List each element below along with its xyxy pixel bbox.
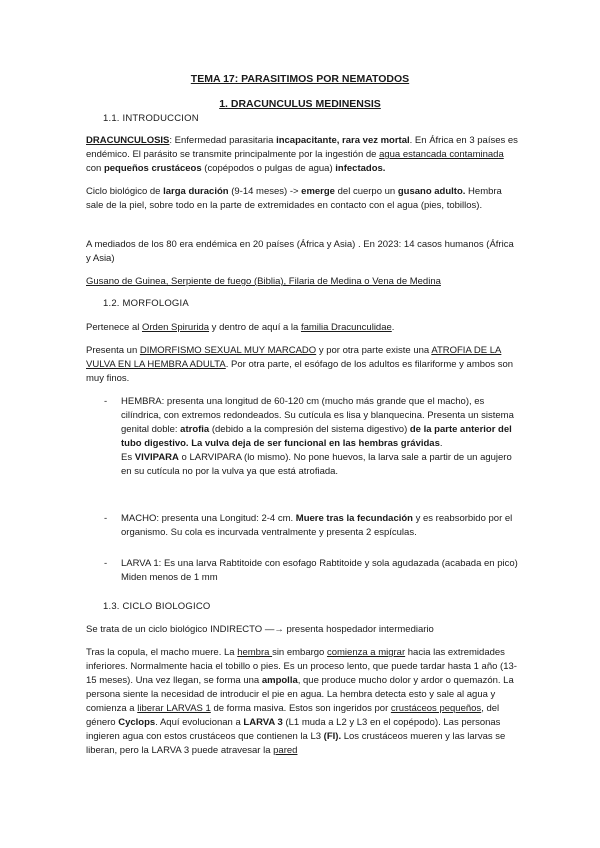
text-span: y es reabsorbido por el organismo. Su cola es incurvada ventralmente y presenta 2 espículas. xyxy=(121,513,513,538)
morf-paragraph-2 xyxy=(86,344,518,386)
text-span: del cuerpo un xyxy=(334,186,398,197)
text-span: (L1 muda a L2 y L3 en el copépodo). Las personas ingieren agua con estos crustáceos que contienen la L3 xyxy=(86,717,501,742)
text-span: Ciclo biológico de xyxy=(86,186,164,197)
subsection-morfologia: 1.2. MORFOLOGIA xyxy=(103,298,189,309)
text-span: Presenta un xyxy=(86,345,140,356)
list-item-macho xyxy=(104,512,524,540)
text-span: . En África en 3 países es endémico. El parásito se transmite principalmente por la ingestión de xyxy=(86,135,518,160)
list-item-text: LARVA 1: Es una larva Rabtitoide con esofago Rabtitoide y sola agudazada (acabada en pico) Miden menos de 1 mm xyxy=(121,558,518,583)
text-span: . Por otra parte, el esófago de los adultos es filariforme y ambos son muy finos. xyxy=(86,359,514,384)
bold-span: VIVIPARA xyxy=(134,452,179,463)
term-dracunculosis: DRACUNCULOSIS xyxy=(86,135,170,146)
text-span: (debido a la compresión del sistema digestivo) xyxy=(209,424,410,435)
list-item-text xyxy=(121,395,524,479)
bold-span: atrofia xyxy=(180,424,210,435)
bold-span: de la parte anterior del tubo digestivo. La vulva deja de ser funcional en las hembras grávidas xyxy=(121,424,512,449)
text-span: y por otra parte existe una xyxy=(316,345,432,356)
list-item-larva xyxy=(104,557,524,585)
text-span: . xyxy=(439,438,443,449)
text-span: con xyxy=(86,163,104,174)
text-span: de forma masiva. Estos son ingeridos por xyxy=(210,703,391,714)
bold-span: Cyclops xyxy=(118,717,156,728)
underlined-span: comienza a migrar xyxy=(326,647,406,658)
subsection-ciclo-biologico: 1.3. CICLO BIOLOGICO xyxy=(103,601,211,612)
text-span: hacia las extremidades inferiores. Normalmente hacia el tobillo o pies. Es un proceso lento, que puede tardar hasta 1 año (13-15 meses). Una vez llegan, se forma una xyxy=(86,647,517,686)
ciclo-paragraph-2 xyxy=(86,646,518,758)
subsection-introduccion: 1.1. INTRODUCCION xyxy=(103,113,199,124)
underlined-span: DIMORFISMO SEXUAL MUY MARCADO xyxy=(139,345,317,356)
text-span: , que produce mucho dolor y ardor o quemazón. La persona siente la necesidad de introducir el pie en agua. La hembra detecta esto y sale al agua y comienza a xyxy=(86,675,514,714)
list-dash: - xyxy=(104,396,108,407)
intro-paragraph-2 xyxy=(86,185,518,213)
text-span: Tras la copula, el macho muere. La xyxy=(86,647,238,658)
document-title: TEMA 17: PARASITIMOS POR NEMATODOS xyxy=(190,73,410,85)
text-span: HEMBRA: presenta una longitud de 60-120 cm (mucho más grande que el macho), es cilíndrica, con extremos redondeados. Su cutícula es lisa y blanquecina. Presenta un sistema genital doble: xyxy=(121,396,514,435)
text-span: , del género xyxy=(86,703,500,728)
bold-span: Muere tras la fecundación xyxy=(295,513,413,524)
list-item-text xyxy=(121,512,524,540)
underlined-span: liberar LARVAS 1 xyxy=(137,703,211,714)
text-span: (9-14 meses) -> xyxy=(228,186,302,197)
text-span: y dentro de aquí a la xyxy=(209,322,301,333)
underlined-span: Orden Spirurida xyxy=(141,322,210,333)
list-dash: - xyxy=(104,513,108,524)
bold-span: larga duración xyxy=(163,186,229,197)
intro-paragraph-names: Gusano de Guinea, Serpiente de fuego (Biblia), Filaria de Medina o Vena de Medina xyxy=(86,276,441,287)
bold-span: (FI). xyxy=(323,731,342,742)
underlined-span: pared xyxy=(273,745,298,756)
text-span: . Aquí evolucionan a xyxy=(155,717,244,728)
text-span: sin embargo xyxy=(272,647,327,658)
bold-span: incapacitante, rara vez mortal xyxy=(276,135,410,146)
bold-span: LARVA 3 xyxy=(243,717,283,728)
underlined-span: familia Dracunculidae xyxy=(300,322,392,333)
bold-span: pequeños crustáceos xyxy=(103,163,202,174)
text-span: (copépodos o pulgas de agua) xyxy=(201,163,336,174)
underlined-span: ATROFIA DE LA VULVA EN LA HEMBRA ADULTA xyxy=(86,345,502,370)
underlined-span: hembra xyxy=(237,647,273,658)
text-span: . xyxy=(391,322,395,333)
underlined-span: crustáceos pequeños xyxy=(390,703,482,714)
bold-span: gusano adulto. xyxy=(397,186,466,197)
underlined-span: agua estancada contaminada xyxy=(379,149,504,160)
morf-paragraph-1 xyxy=(86,321,518,335)
text-span: Es xyxy=(121,452,135,463)
bold-span: ampolla xyxy=(261,675,298,686)
list-dash: - xyxy=(104,558,108,569)
intro-paragraph-1 xyxy=(86,134,518,176)
bold-span: emerge xyxy=(301,186,335,197)
text-span: o LARVIPARA (lo mismo). No pone huevos, la larva sale a partir de un agujero en su cutícula no por la vulva ya que está atrofiada. xyxy=(121,452,512,477)
text-span: MACHO: presenta una Longitud: 2-4 cm. xyxy=(121,513,296,524)
text-span: Los crustáceos mueren y las larvas se liberan, pero la LARVA 3 puede atravesar la xyxy=(86,731,506,756)
text-span: Pertenece al xyxy=(86,322,142,333)
list-item-hembra xyxy=(104,395,524,479)
bold-span: infectados. xyxy=(335,163,386,174)
text-span: : Enfermedad parasitaria xyxy=(169,135,277,146)
intro-paragraph-3: A mediados de los 80 era endémica en 20 países (África y Asia) . En 2023: 14 casos humanos (África y Asia) xyxy=(86,239,514,264)
section-title-dracunculus: 1. DRACUNCULUS MEDINENSIS xyxy=(219,98,381,110)
text-span: Hembra sale de la piel, sobre todo en la parte de extremidades en contacto con el agua (pies, tobillos). xyxy=(86,186,502,211)
ciclo-paragraph-1: Se trata de un ciclo biológico INDIRECTO —→ presenta hospedador intermediario xyxy=(86,624,434,635)
